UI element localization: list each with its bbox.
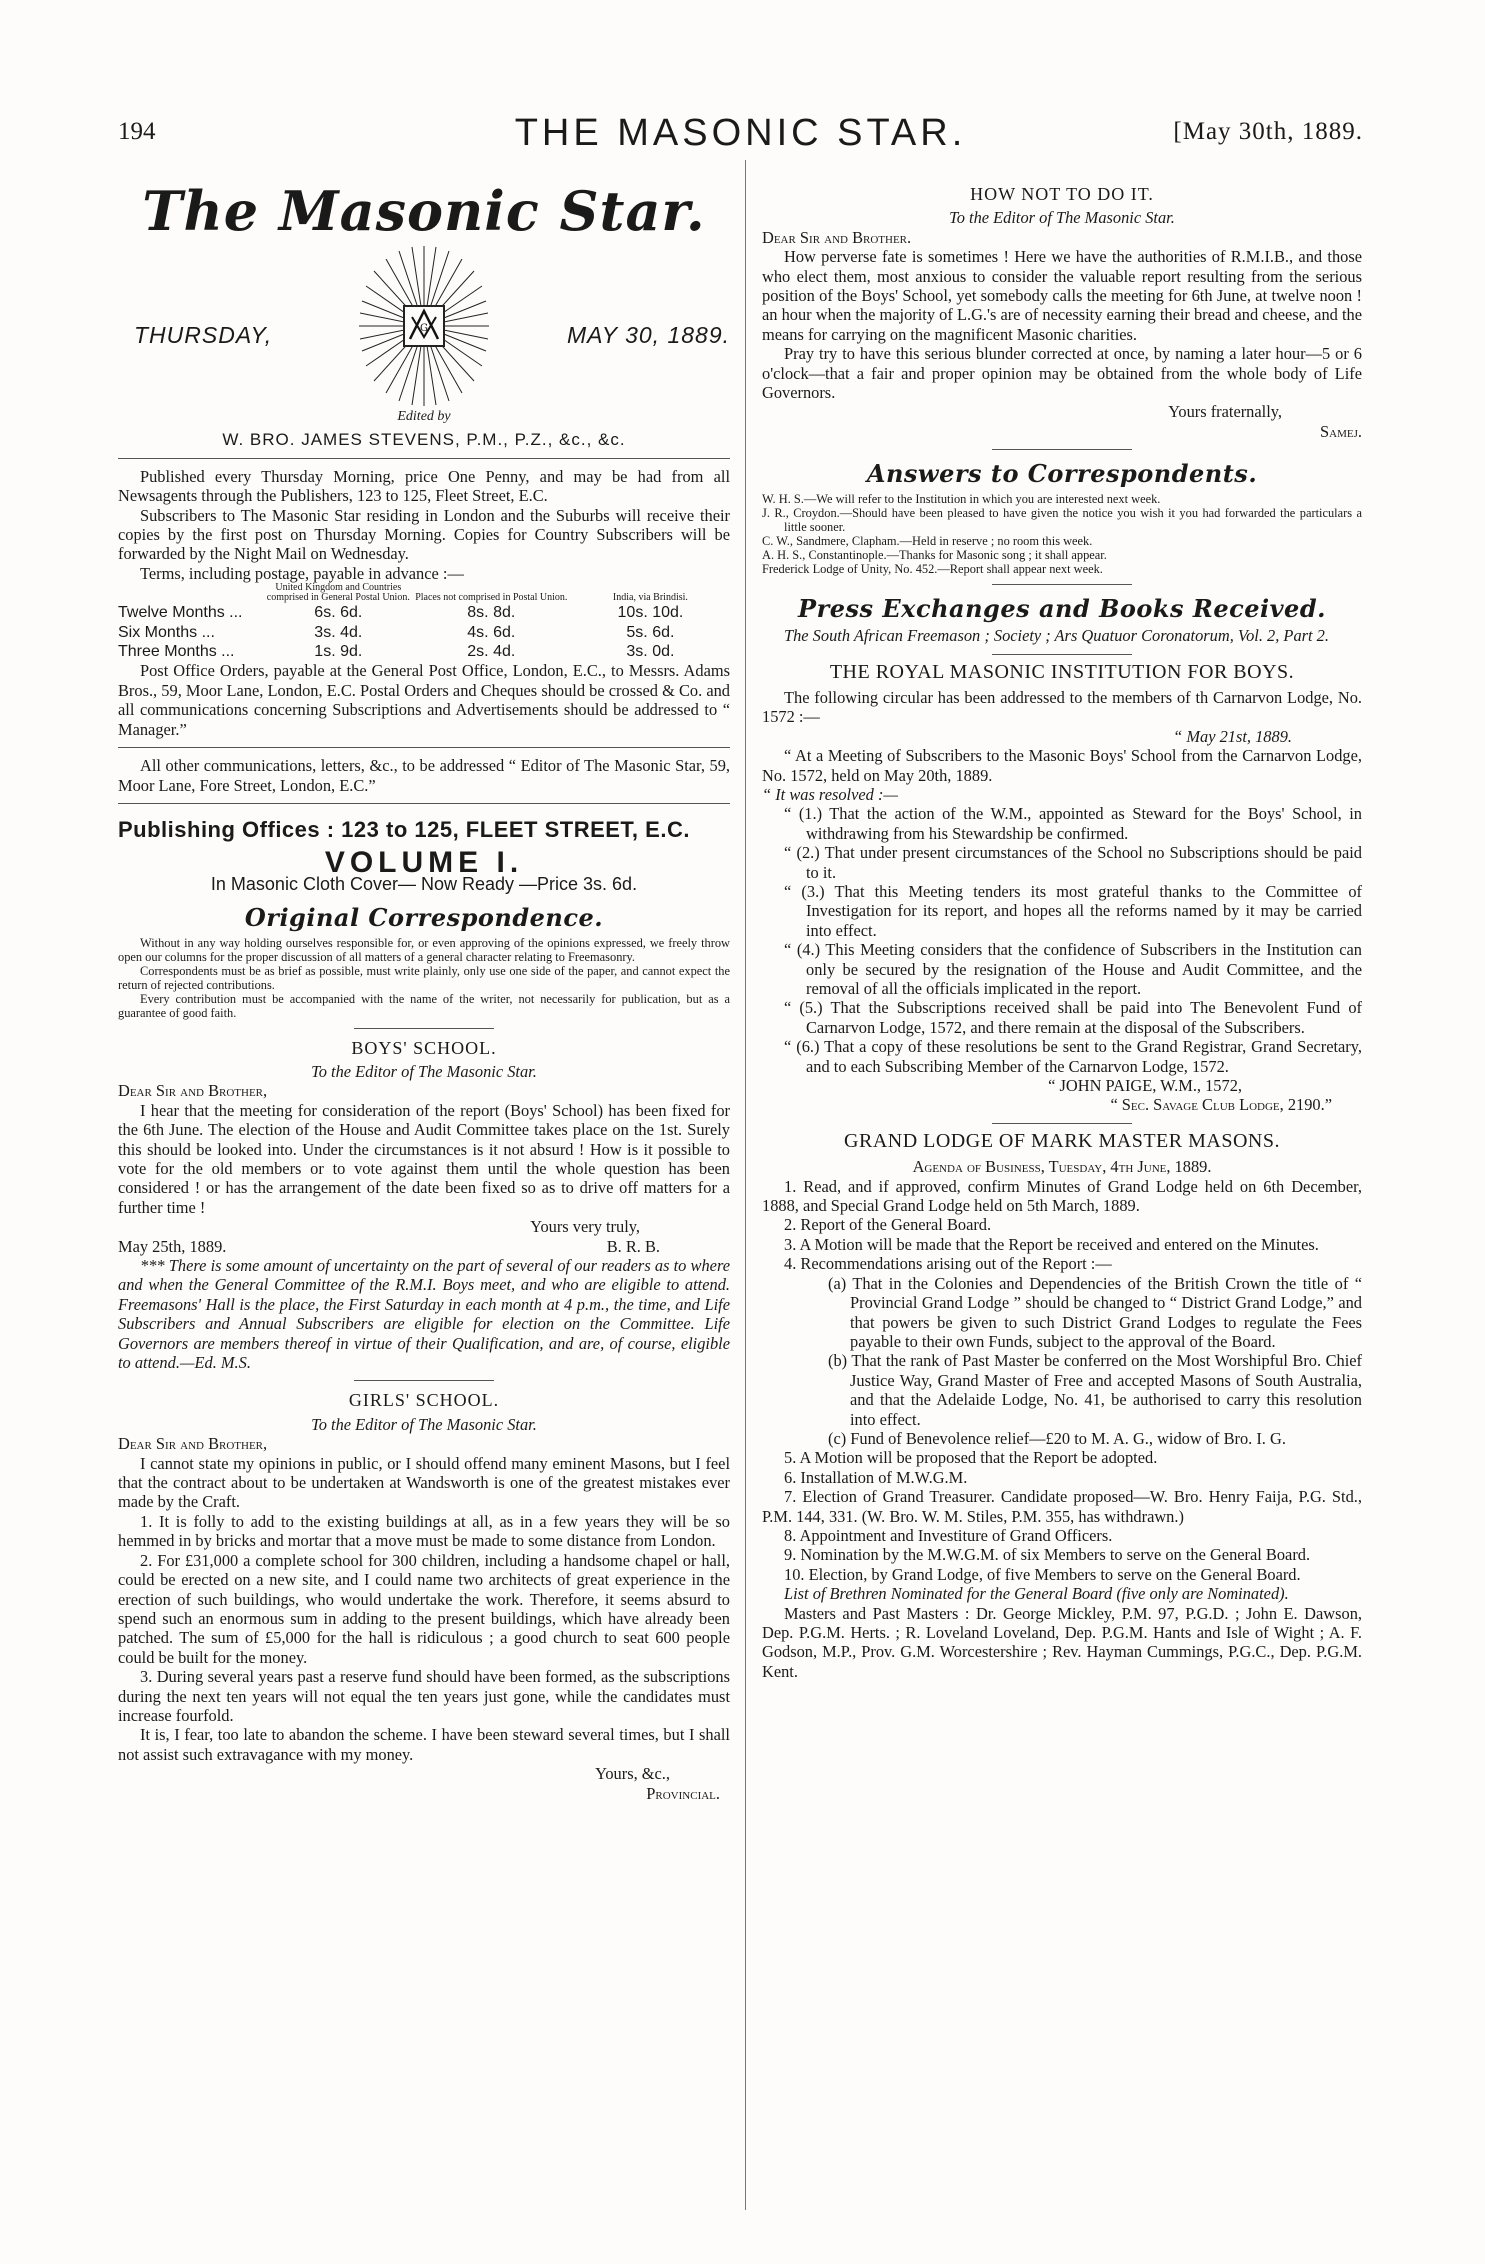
agenda-item: 6. Installation of M.W.G.M. xyxy=(784,1467,968,1487)
editor-name: W. BRO. JAMES STEVENS, P.M., P.Z., &c., &c. xyxy=(222,430,626,450)
agenda-item: 8. Appointment and Investiture of Grand Officers. xyxy=(784,1525,1113,1545)
terms-header-row xyxy=(118,583,730,603)
divider xyxy=(118,458,730,459)
term-price: 1s. 9d. xyxy=(314,643,363,661)
letter-addressee: To the Editor of The Masonic Star. xyxy=(311,1414,537,1434)
terms-header-cell: Places not comprised in Postal Union. xyxy=(415,592,568,604)
agenda-sub-item: (c) Fund of Benevolence relief—£20 to M. A. G., widow of Bro. I. G. xyxy=(828,1428,1286,1448)
section-heading: Answers to Correspondents. xyxy=(866,459,1258,489)
edited-by: Edited by xyxy=(397,409,451,424)
term-price: 2s. 4d. xyxy=(467,643,516,661)
divider xyxy=(354,1380,494,1381)
agenda-item: 1. Read, and if approved, confirm Minutes of Grand Lodge held on 6th December, 1888, and Special Grand Lodge held on 5th March, 1889. xyxy=(762,1176,1362,1216)
answer-item: Frederick Lodge of Unity, No. 452.—Report shall appear next week. xyxy=(762,561,1103,576)
letter-salutation: Dear Sir and Brother, xyxy=(118,1434,268,1454)
circular-resolved: “ It was resolved :— xyxy=(762,784,898,804)
masonic-star-emblem-icon xyxy=(354,241,494,411)
agenda-item: 4. Recommendations arising out of the Report :— xyxy=(784,1254,1112,1274)
resolution-item: “ (5.) That the Subscriptions received shall be paid into The Benevolent Fund of Carnarvon Lodge, 1572, and there remain at the disposal of the Subscribers. xyxy=(784,998,1362,1037)
subscription-terms-table xyxy=(118,583,730,661)
disclaimer: Without in any way holding ourselves responsible for, or even approving of the opinions expressed, we freely throw open our columns for the proper discussion of all matters of a general character relating to Freemasonry. xyxy=(118,935,730,964)
letter-salutation: Dear Sir and Brother, xyxy=(118,1081,268,1101)
resolution-item: “ (2.) That under present circumstances of the School no Subscriptions should be paid to it. xyxy=(784,843,1362,882)
letter-body: I hear that the meeting for consideration of the report (Boys' School) has been fixed for the 6th June. The election of the House and Audit Committee takes place on the 1st. Surely this should be looked into. Under the circumstances is it not absurd ! How is it possible to vote for the old members or to vote against them until the whole question has been considered ! or has the arrangement of the date been fixed so as to drive off matters for a further time ! xyxy=(118,1100,730,1217)
term-label: Three Months ... xyxy=(118,643,235,661)
agenda-item: 5. A Motion will be proposed that the Report be adopted. xyxy=(784,1448,1158,1468)
letter-closing: Yours, &c., xyxy=(595,1764,670,1784)
section-heading: Press Exchanges and Books Received. xyxy=(798,593,1326,623)
article-intro: The following circular has been addressed to the members of th Carnarvon Lodge, No. 1572 :— xyxy=(762,687,1362,727)
table-row xyxy=(118,623,730,642)
masthead-row xyxy=(118,241,730,411)
right-column xyxy=(762,165,1362,1681)
term-price: 5s. 6d. xyxy=(626,623,675,641)
divider xyxy=(992,1123,1132,1124)
disclaimer: Correspondents must be as brief as possible, must write plainly, only use one side of the paper, and cannot expect the return of rejected contributions. xyxy=(118,963,730,992)
masthead-date: MAY 30, 1889. xyxy=(566,322,730,348)
letter-addressee: To the Editor of The Masonic Star. xyxy=(311,1061,537,1081)
volume-title: VOLUME I. xyxy=(324,846,524,880)
letter-body: 1. It is folly to add to the existing buildings at all, as in a few years they will be so hemmed in by bricks and mortar that a move must be made to some distance from London. xyxy=(118,1511,730,1551)
letter-closing: Yours very truly, xyxy=(530,1217,640,1237)
circular-body: “ At a Meeting of Subscribers to the Masonic Boys' School from the Carnarvon Lodge, No. 1572, held on May 20th, 1889. xyxy=(762,746,1362,785)
resolution-item: “ (3.) That this Meeting tenders its most grateful thanks to the Committee of Investigation for its report, and hopes all the reforms named by it may be carried into effect. xyxy=(784,881,1362,940)
divider xyxy=(992,654,1132,655)
resolution-item: “ (6.) That a copy of these resolutions be sent to the Grand Registrar, Grand Secretary, and to each Subscribing Member of the Carnarvon Lodge, 1572. xyxy=(784,1037,1362,1076)
divider xyxy=(118,747,730,748)
term-label: Six Months ... xyxy=(118,623,215,641)
letter-body: Pray try to have this serious blunder corrected at once, by naming a later hour—5 or 6 o'clock—that a fair and proper opinion may be obtained from the whole body of Life Governors. xyxy=(762,344,1362,403)
issue-date: [May 30th, 1889. xyxy=(1173,118,1363,145)
editor-contact: All other communications, letters, &c., to be addressed “ Editor of The Masonic Star, 59, Moor Lane, Fore Street, London, E.C.” xyxy=(118,756,730,795)
agenda-sub-item: (a) That in the Colonies and Dependencies of the British Crown the title of “ Provincial Grand Lodge ” should be changed to “ District Grand Lodge,” and that powers be given to such District Grand Lodges to regulate the Fees payable to their own Funds, subject to the approval of the Board. xyxy=(828,1273,1362,1351)
resolution-item: “ (4.) This Meeting considers that the confidence of Subscribers in the Institution can only be secured by the resignation of the House and Audit Committee, and the removal of all the officials implicated in the report. xyxy=(784,940,1362,998)
subscriber-notice: Subscribers to The Masonic Star residing in London and the Suburbs will receive their copies by the first post on Thursday Morning. Copies for Country Subscribers will be forwarded by the Night Mail on Wednesday. xyxy=(118,505,730,564)
article-heading: GIRLS' SCHOOL. xyxy=(348,1390,500,1411)
letter-body: I cannot state my opinions in public, or I should offend many eminent Masons, but I feel that the contract about to be undertaken at Wandsworth is one of the greatest mistakes ever made by the Craft. xyxy=(118,1453,730,1512)
letter-dateline xyxy=(118,1237,730,1256)
terms-header-cell: India, via Brindisi. xyxy=(612,592,688,604)
column-rule xyxy=(745,160,746,2210)
answer-item: A. H. S., Constantinople.—Thanks for Masonic song ; it shall appear. xyxy=(762,547,1107,562)
letter-body: How perverse fate is sometimes ! Here we have the authorities of R.M.I.B., and those who elect them, most anxious to consider the valuable report resulting from the serious position of the Boys' School, yet somebody calls the meeting for 6th June, at twelve noon ! an hour when the majority of L.G.'s are of necessity earning their bread and cheese, and the means for carrying on the magnificent Masonic charities. xyxy=(762,247,1362,344)
letter-body: 2. For £31,000 a complete school for 300 children, including a handsome chapel or hall, could be erected on a new site, and I could name two architects of great experience in the erection of such buildings, who would undertake the work. Therefore, it seems absurd to spend such an enormous sum in adding to the present buildings, which have already been patched. The sum of £5,000 for the hall is ridiculous ; a good church to seat 600 people could be built for the money. xyxy=(118,1550,730,1667)
nominee-list-title: List of Brethren Nominated for the General Board (five only are Nominated). xyxy=(784,1584,1289,1604)
article-heading: THE ROYAL MASONIC INSTITUTION FOR BOYS. xyxy=(829,660,1295,683)
agenda-item: 2. Report of the General Board. xyxy=(784,1215,992,1235)
circular-date: “ May 21st, 1889. xyxy=(1173,726,1292,746)
article-heading: BOYS' SCHOOL. xyxy=(351,1037,497,1058)
disclaimer: Every contribution must be accompanied with the name of the writer, not necessarily for publication, but as a guarantee of good faith. xyxy=(118,991,730,1020)
letter-date: May 25th, 1889. xyxy=(118,1236,227,1256)
editor-note: *** There is some amount of uncertainty on the part of several of our readers as to where and when the General Committee of the R.M.I. Boys meet, and who are eligible to attend. Freemasons' Hall is the place, the First Saturday in each month at 4 p.m., the time, and Life Subscribers and Annual Subscribers are eligible for election on the Committee. Life Governors are members thereof in virtue of their Qualification, and are, of course, eligible to attend.—Ed. M.S. xyxy=(118,1256,730,1373)
article-heading: GRAND LODGE OF MARK MASTER MASONS. xyxy=(844,1129,1280,1152)
resolution-item: “ (1.) That the action of the W.M., appointed as Steward for the Boys' School, in withdrawing from his Stewardship be confirmed. xyxy=(784,804,1362,843)
agenda-item: 3. A Motion will be made that the Report be received and entered on the Minutes. xyxy=(784,1234,1319,1254)
terms-intro: Terms, including postage, payable in advance :— xyxy=(140,563,464,583)
term-price: 6s. 6d. xyxy=(314,604,363,622)
circular-signature: “ Sec. Savage Club Lodge, 2190.” xyxy=(1110,1095,1332,1115)
term-price: 10s. 10d. xyxy=(617,604,684,622)
answer-item: C. W., Sandmere, Clapham.—Held in reserve ; no room this week. xyxy=(762,533,1093,548)
divider xyxy=(992,584,1132,585)
payment-notice: Post Office Orders, payable at the General Post Office, London, E.C., to Messrs. Adams Bros., 59, Moor Lane, London, E.C. Postal Orders and Cheques should be crossed & Co. and all communications concerning Subscriptions and Advertisements should be addressed to “ Manager.” xyxy=(118,661,730,739)
divider xyxy=(992,449,1132,450)
agenda-item: 9. Nomination by the M.W.G.M. of six Members to serve on the General Board. xyxy=(784,1545,1311,1565)
running-title: THE MASONIC STAR. xyxy=(514,112,967,154)
agenda-item: 7. Election of Grand Treasurer. Candidate proposed—W. Bro. Henry Faija, P.G. Std., P.M. 144, 331. (W. Bro. W. M. Stiles, P.M. 355, has withdrawn.) xyxy=(762,1487,1362,1526)
masthead-day: THURSDAY, xyxy=(134,322,273,348)
letter-signature: Samej. xyxy=(1320,421,1362,441)
divider xyxy=(118,803,730,804)
publishing-offices: Publishing Offices : 123 to 125, FLEET STREET, E.C. xyxy=(118,816,690,842)
nominee-list: Masters and Past Masters : Dr. George Mickley, P.M. 97, P.G.D. ; John E. Dawson, Dep. P.G.M. Herts. ; R. Loveland Loveland, Dep. P.G.M. Hants and Isle of Wight ; A. F. Godson, M.P., Prov. G.M. Worcestershire ; Rev. Hayman Cummings, P.G.C., Dep. P.G.M. Kent. xyxy=(762,1603,1362,1681)
letter-signature: B. R. B. xyxy=(606,1236,660,1256)
agenda-item: 10. Election, by Grand Lodge, of five Members to serve on the General Board. xyxy=(784,1564,1301,1584)
term-price: 3s. 4d. xyxy=(314,623,363,641)
agenda-sub-item: (b) That the rank of Past Master be conferred on the Most Worshipful Bro. Chief Justice Way, Grand Master of Free and accepted Masons of South Australia, and that the Adelaide Lodge, No. 41, be authorised to carry this resolution into effect. xyxy=(828,1351,1362,1429)
answer-item: J. R., Croydon.—Should have been pleased to have given the notice you wish it you had forwarded the particulars a little sooner. xyxy=(762,505,1362,534)
press-list: The South African Freemason ; Society ; Ars Quatuor Coronatorum, Vol. 2, Part 2. xyxy=(784,626,1329,646)
circular-signature: “ JOHN PAIGE, W.M., 1572, xyxy=(1048,1076,1242,1096)
article-heading: HOW NOT TO DO IT. xyxy=(970,184,1154,204)
term-label: Twelve Months ... xyxy=(118,604,243,622)
svg-text:G: G xyxy=(420,323,428,334)
table-row xyxy=(118,642,730,661)
masthead-title: The Masonic Star. xyxy=(142,179,706,243)
letter-signature: Provincial. xyxy=(646,1783,720,1803)
term-price: 4s. 6d. xyxy=(467,623,516,641)
letter-body: 3. During several years past a reserve fund should have been formed, as the subscriptions during the next ten years will not equal the ten years just gone, while the candidates must increase fourfold. xyxy=(118,1667,730,1725)
terms-header-cell: United Kingdom and Countries comprised in General Postal Union. xyxy=(266,582,410,604)
letter-addressee: To the Editor of The Masonic Star. xyxy=(949,208,1175,228)
divider xyxy=(354,1028,494,1029)
section-heading: Original Correspondence. xyxy=(244,903,604,933)
page-number: 194 xyxy=(118,118,156,145)
letter-body: It is, I fear, too late to abandon the scheme. I have been steward several times, but I shall not assist such extravagance with my money. xyxy=(118,1725,730,1764)
publication-notice: Published every Thursday Morning, price One Penny, and may be had from all Newsagents through the Publishers, 123 to 125, Fleet Street, E.C. xyxy=(118,466,730,506)
running-head xyxy=(118,112,1363,152)
letter-salutation: Dear Sir and Brother. xyxy=(762,227,912,247)
term-price: 8s. 8d. xyxy=(467,604,516,622)
agenda-heading: Agenda of Business, Tuesday, 4th June, 1889. xyxy=(912,1157,1212,1177)
term-price: 3s. 0d. xyxy=(626,643,675,661)
left-column xyxy=(118,165,730,1803)
answer-item: W. H. S.—We will refer to the Institution in which you are interested next week. xyxy=(762,491,1161,506)
volume-price: In Masonic Cloth Cover— Now Ready —Price 3s. 6d. xyxy=(210,873,638,894)
table-row xyxy=(118,603,730,622)
letter-closing: Yours fraternally, xyxy=(1168,402,1282,422)
